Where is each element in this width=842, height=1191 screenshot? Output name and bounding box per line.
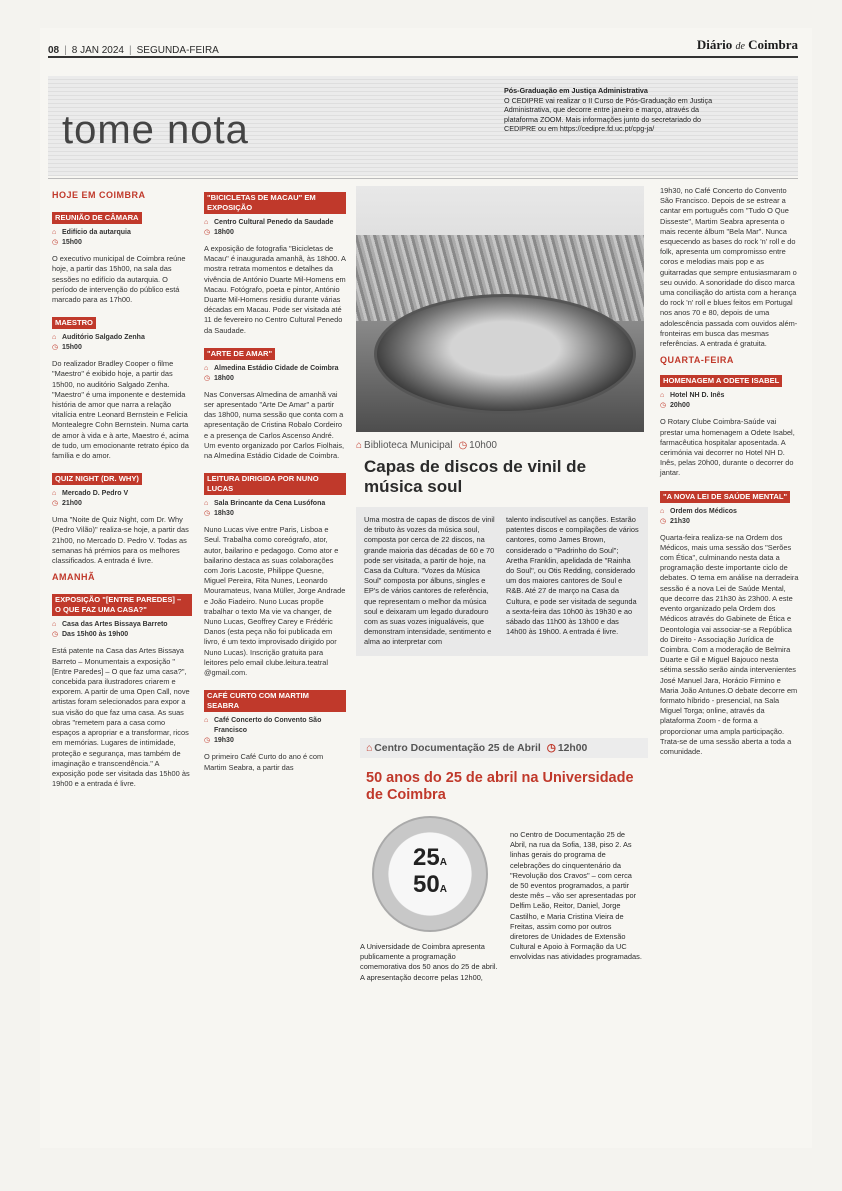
article-headline: 50 anos do 25 de abril na Universidade de Coimbra <box>366 770 634 803</box>
event-place: Mercado D. Pedro V <box>62 490 129 498</box>
event-tag: "BICICLETAS DE MACAU" EM EXPOSIÇÃO <box>204 192 346 214</box>
separator: | <box>129 45 132 56</box>
house-icon: ⌂ <box>204 219 209 226</box>
event-meta <box>204 716 346 746</box>
clock-icon: ◷ <box>52 344 59 352</box>
house-icon: ⌂ <box>204 500 209 508</box>
event-place: Casa das Artes Bissaya Barreto <box>62 621 168 629</box>
article-place: Biblioteca Municipal <box>364 440 453 451</box>
article-body <box>356 507 648 656</box>
event-time: 15h00 <box>62 239 82 247</box>
event-text-continued: 19h30, no Café Concerto do Convento São Francisco. Depois de se estrear a cantar em português com "Tudo O Que Disseste", Martim Seabra apresenta o mais recente álbum "Bela Mar". Nunca esquecendo as bases do rock 'n' roll e do folk, apresenta um compromisso entre coros e melodias mais pop e as guitarradas que sempre entusiasmaram o seu ouvido. A sonoridade do disco marca uma conciliação do artista com a herança do rock 'n' roll e blues feitos em Portugal nos anos 70 e 80, depois de uma adolescência passada com ouvidos além-fronteiras em busca das mesmas referências. A entrada é gratuita. <box>660 186 798 349</box>
anniversary-logo <box>372 816 488 932</box>
tome-nota-banner <box>48 76 798 176</box>
event-meta <box>52 489 192 509</box>
event-place: Almedina Estádio Cidade de Coimbra <box>214 364 339 372</box>
clock-icon: ◷ <box>458 440 468 451</box>
clock-icon: ◷ <box>52 239 59 247</box>
featured-article <box>356 186 648 656</box>
notice-title: Pós-Graduação em Justiça Administrativa <box>504 86 648 95</box>
clock-icon: ◷ <box>660 517 667 525</box>
brand-word: de <box>735 41 745 52</box>
brand-word: Coimbra <box>748 37 798 52</box>
clock-icon: ◷ <box>204 374 211 382</box>
logo-line <box>413 844 447 874</box>
event-tag: "A NOVA LEI DE SAÚDE MENTAL" <box>660 491 790 503</box>
article-column: A Universidade de Coimbra apresenta publicamente a programação comemorativa dos 50 anos do 25 de abril. A apresentação decorre pelas 12h00, <box>360 942 498 982</box>
event-place: Edifício da autarquia <box>62 229 131 237</box>
house-icon: ⌂ <box>660 392 665 400</box>
event-place: Café Concerto do Convento São Francisco <box>214 717 322 735</box>
clock-icon: ◷ <box>660 402 667 410</box>
section-heading: HOJE EM COIMBRA <box>52 190 146 200</box>
article-column: no Centro de Documentação 25 de Abril, na rua da Sofia, 138, piso 2. As linhas gerais do programa de celebrações do cinquentenário da "Revolução dos Cravos" – com cerca de 50 eventos programados, a partir deste mês – vão ser apresentadas por Delfim Leão, Reitor, Daniel, Jorge Castilho, e Maria Cristina Vieira de Freitas, assim como por outros diretores de Unidades de Extensão Cultural e Apoio à Formação da UC envolvidas nas atividades programadas. <box>510 830 642 962</box>
event-meta <box>660 391 800 411</box>
event-text: Nuno Lucas vive entre Paris, Lisboa e Seul. Trabalha como coreógrafo, ator, autor, bailarino e pedagogo. Como ator e bailarino destaca as suas colaborações com Joris Lacoste, Philippe Quesne, Miguel Pereira, Rita Nunes, Leonardo Mouramateus, Ivana Müller, Jorge Andrade e João Fiadeiro. Nuno Lucas propõe trabalhar o texto Ma vie va changer, de Nuno Lucas, Geoffrey Carey e Frédéric Danos (esta peça não foi publicada em livro, é um texto improvisado dirigido por Nuno Lucas). Inscrição gratuita para leitores pelo email clube.leitura.teatral @gmail.com. <box>204 525 346 678</box>
section-heading: QUARTA-FEIRA <box>660 355 734 366</box>
event-tag: EXPOSIÇÃO "[ENTRE PAREDES] – O QUE FAZ UMA CASA?" <box>52 594 192 616</box>
column-2 <box>204 186 346 779</box>
article-meta <box>360 738 648 758</box>
event-text: Uma "Noite de Quiz Night, com Dr. Why (Pedro Vilão)" realiza-se hoje, a partir das 21h00, no Mercado D. Pedro V. Todas as semanas há prémios para os melhores classificados. A entrada é livre. <box>52 515 189 566</box>
event-tag: LEITURA DIRIGIDA POR NUNO LUCAS <box>204 473 346 495</box>
article-time: 10h00 <box>469 440 497 451</box>
event-tag: HOMENAGEM A ODETE ISABEL <box>660 375 782 387</box>
separator: | <box>64 45 67 56</box>
page-weekday: SEGUNDA-FEIRA <box>136 45 219 56</box>
event-tag: CAFÉ CURTO COM MARTIM SEABRA <box>204 690 346 712</box>
house-icon: ⌂ <box>52 229 57 237</box>
event-meta <box>52 333 192 353</box>
event-text: A exposição de fotografia "Bicicletas de Macau" é inaugurada amanhã, às 18h00. A mostra retrata momentos e detalhes da vivência de António Duarte Mil-Homens em Macau. Fotógrafo, poeta e pintor, António Duarte Mil-Homens residiu durante várias décadas em Macau. Pode ser visitada até 11 de fevereiro no Centro Cultural Penedo da Saudade. <box>204 244 346 335</box>
event-tag: "ARTE DE AMAR" <box>204 348 275 360</box>
clock-icon: ◷ <box>546 743 556 754</box>
event-text: Quarta-feira realiza-se na Ordem dos Médicos, mais uma sessão dos "Serões com Ética", culminando nesta data a programação deste importante ciclo de debates. O tema em análise na derradeira sessão é a nova Lei de Saúde Mental, que decorre das 21h30 às 23h00. A este evento organizado pela Ordem dos Médicos através do Gabinete de Ética e Deontologia vai associar-se a República do Direito - Associação Jurídica de Coimbra. Com a moderação de Belmira Duarte e Gil e Miguel Bajouco nesta sétima sessão serão ainda intervenientes José Manuel Jara, Horácio Firmino e Maria João Antunes.O debate decorre em formato híbrido - presencial, na Sala Miguel Torga; online, através da plataforma Zoom - de forma a proporcionar uma ampla participação. Trata-se de uma sessão aberta a toda a comunidade. <box>660 532 799 756</box>
event-meta <box>204 218 346 238</box>
event-tag: REUNIÃO DE CÂMARA <box>52 212 142 224</box>
house-icon: ⌂ <box>366 742 373 754</box>
anniversary-article <box>360 738 648 983</box>
event-tag: QUIZ NIGHT (DR. WHY) <box>52 473 142 485</box>
event-time: 18h00 <box>214 229 234 236</box>
article-photo <box>356 186 644 432</box>
page-date: 8 JAN 2024 <box>71 45 124 56</box>
house-icon: ⌂ <box>660 507 665 515</box>
event-time: Das 15h00 às 19h00 <box>62 631 129 639</box>
event-meta <box>660 507 800 527</box>
event-meta <box>204 499 346 519</box>
photo-fountain <box>374 294 636 414</box>
article-time: 12h00 <box>557 742 588 754</box>
page-header <box>48 36 798 58</box>
clock-icon: ◷ <box>204 737 211 745</box>
logo-letter: A <box>439 857 447 868</box>
article-meta <box>356 440 648 451</box>
article-column: Uma mostra de capas de discos de vinil de tributo às vozes da música soul, composta por cerca de 22 discos, na grande maioria das décadas de 60 e 70 pode ser visitada, a partir de hoje, na Casa da Cultura. "Vozes da Música Soul" composta por álbuns, singles e EP's de vários cantores de referência, que representam o melhor da música soul e deixaram um legado duradouro com as suas vozes inigualáveis, que demonstram intensidade, sentimento e alma ao interpretar com <box>364 515 495 647</box>
article-body <box>360 810 648 983</box>
section-title: tome nota <box>62 108 249 152</box>
event-time: 21h00 <box>62 500 82 508</box>
house-icon: ⌂ <box>52 621 57 629</box>
event-text: Do realizador Bradley Cooper o filme "Maestro" é exibido hoje, a partir das 15h00, no auditório Salgado Zenha. "Maestro" é uma imponente e destemida história de amor que narra a relação vitalícia entre Leonard Bernstein e Felicia Montealegre Cohn Bernstein. Numa carta de amor à vida e à arte, Maestro é, acima de tudo, um emocionante retrato épico da família e do amor. <box>52 359 189 461</box>
event-text: Está patente na Casa das Artes Bissaya Barreto – Monumentais a exposição "[Entre Paredes] – O que faz uma casa?", concebida para ilustradores criarem e exporem. A partir de uma Open Call, nove artistas foram selecionados para expor a sua visão do que faz uma casa. As suas obras "remetem para a casa como espaços a apropriar e a transformar, ricos em memórias. Lugares de intimidade, proteção e segurança, mas também de imaginação e transcendência." A exposição pode ser visitada das 15h00 às 19h00 e a entrada é livre. <box>52 646 190 789</box>
article-headline: Capas de discos de vinil de música soul <box>364 457 587 496</box>
event-place: Ordem dos Médicos <box>670 507 737 515</box>
clock-icon: ◷ <box>52 500 59 508</box>
event-time: 19h30 <box>214 737 234 745</box>
logo-number: 25 <box>413 844 440 871</box>
event-time: 21h30 <box>670 517 690 525</box>
article-column-left <box>360 810 500 983</box>
divider <box>48 178 798 179</box>
event-time: 20h00 <box>670 402 690 410</box>
column-4 <box>660 186 800 763</box>
article-place: Centro Documentação 25 de Abril <box>374 742 541 754</box>
event-place: Centro Cultural Penedo da Saudade <box>214 219 334 226</box>
column-1 <box>52 186 192 795</box>
logo-line <box>413 871 447 901</box>
clock-icon: ◷ <box>52 631 59 639</box>
notice-text: O CEDIPRE vai realizar o II Curso de Pós-Graduação em Justiça Administrativa, que decorre entre janeiro e março, através da plataforma ZOOM. Mais informações junto do secretariado do CEDIPRE ou em https://cedipre.fd.uc.pt/cpg-ja/ <box>504 95 713 133</box>
event-place: Auditório Salgado Zenha <box>62 334 145 342</box>
event-meta <box>204 364 346 384</box>
event-meta <box>52 228 192 248</box>
house-icon: ⌂ <box>204 717 209 725</box>
brand-logo <box>697 37 798 53</box>
event-time: 15h00 <box>62 344 82 352</box>
house-icon: ⌂ <box>356 440 363 451</box>
section-heading: AMANHÃ <box>52 572 95 583</box>
article-column: talento indiscutível as canções. Estarão patentes discos e compilações de vários cantores, como James Brown, considerado o "Padrinho do Soul"; Aretha Franklin, apelidada de "Rainha do Soul", ou Otis Redding, considerado um dos maiores cantores de Soul e R&B. Até 27 de março na Casa da Cultura, e pode ser visitada de segunda a sexta-feira das 10h00 às 19h30 e ao sábado das 11h00 às 13h00 e das 14h00 às 19h00. A entrada é livre. <box>506 515 639 637</box>
event-text: Nas Conversas Almedina de amanhã vai ser apresentado "Arte De Amar" a partir das 18h00, numa sessão que conta com a apresentação de Cristina Robalo Cordeiro e a presença de Carlos Ascenso André. Um evento organizado por Carlos Fiolhais, na Almedina Estádio Cidade de Coimbra. <box>204 389 345 461</box>
event-meta <box>52 620 192 640</box>
event-text: O executivo municipal de Coimbra reúne hoje, a partir das 15h00, na sala das sessões no edifício da autarquia. O período de intervenção do público está marcado para as 17h00. <box>52 254 186 305</box>
house-icon: ⌂ <box>204 364 209 372</box>
clock-icon: ◷ <box>204 510 211 518</box>
postgrad-notice <box>504 86 724 134</box>
brand-word: Diário <box>696 37 733 52</box>
event-tag: MAESTRO <box>52 317 96 329</box>
logo-letter: A <box>439 884 447 895</box>
event-text: O Rotary Clube Coimbra-Saúde vai prestar uma homenagem a Odete Isabel, farmacêutica hospitalar aposentada. A cerimónia vai decorrer no Hotel NH D. Inês, pelas 20h00, durante o decorrer do jantar. <box>660 417 795 478</box>
event-text: O primeiro Café Curto do ano é com Martim Seabra, a partir das <box>204 752 324 772</box>
house-icon: ⌂ <box>52 334 57 342</box>
event-time: 18h30 <box>214 510 234 518</box>
event-place: Hotel NH D. Inês <box>670 392 725 400</box>
event-time: 18h00 <box>214 374 234 382</box>
logo-number: 50 <box>413 871 440 898</box>
house-icon: ⌂ <box>52 490 57 498</box>
page-number: 08 <box>48 45 60 56</box>
event-place: Sala Brincante da Cena Lusófona <box>214 500 326 508</box>
clock-icon: ◷ <box>204 229 211 236</box>
